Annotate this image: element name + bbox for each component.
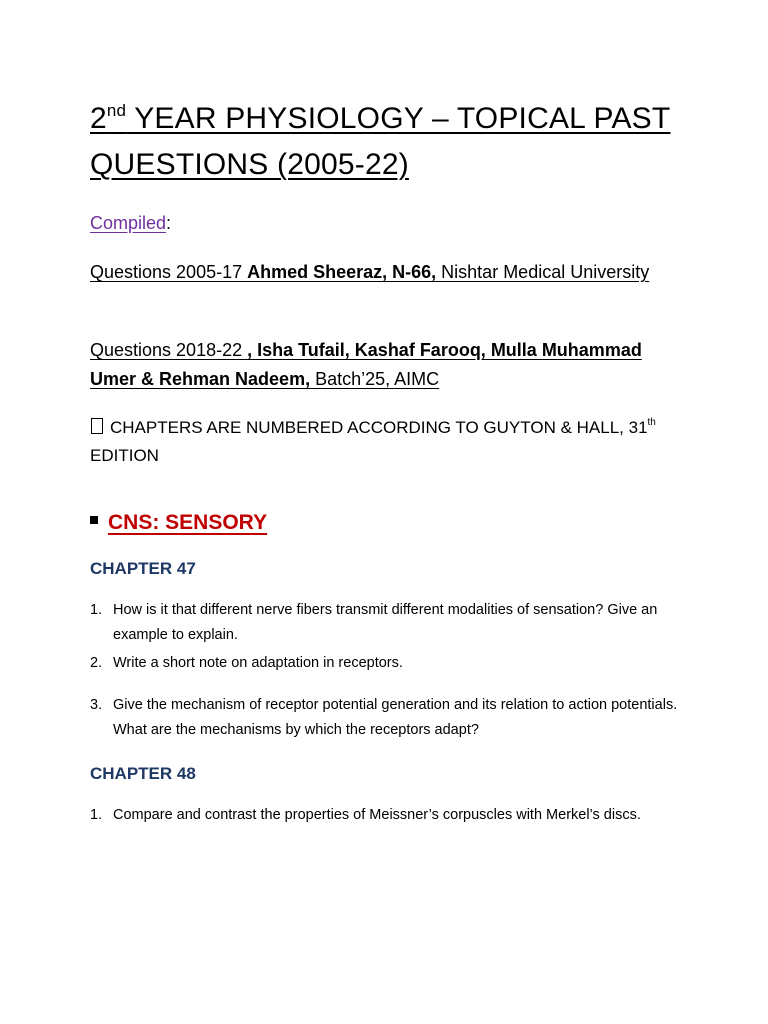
list-item-number: 1.	[90, 602, 103, 618]
compiled-colon: :	[166, 213, 172, 233]
list-item	[90, 651, 690, 676]
chapter-heading: CHAPTER 48	[90, 764, 196, 783]
list-item-number: 2.	[90, 655, 103, 671]
credit-names: Ahmed Sheeraz, N-66,	[247, 262, 437, 282]
note-superscript: th	[647, 417, 656, 428]
note-text: CHAPTERS ARE NUMBERED ACCORDING TO GUYTON & HALL, 31	[110, 418, 648, 437]
list-item-number: 3.	[90, 697, 103, 713]
list-item	[90, 693, 690, 743]
credit-names: , Isha Tufail, Kashaf Farooq, Mulla Muhammad Umer & Rehman Nadeem,	[90, 340, 642, 389]
note-text-end: EDITION	[90, 446, 159, 465]
list-item-number: 1.	[90, 807, 103, 823]
square-bullet-icon	[90, 516, 98, 524]
credit-prefix: Questions 2018-22	[90, 340, 248, 360]
credit-line-2018-22	[90, 336, 690, 394]
missing-glyph-box-icon	[91, 418, 103, 434]
section-heading	[90, 508, 267, 538]
credit-suffix: Nishtar Medical University	[436, 262, 650, 282]
list-item	[90, 803, 690, 828]
chapter-heading: CHAPTER 47	[90, 559, 196, 578]
title-ordinal-number: 2	[90, 102, 107, 135]
list-item-text: Write a short note on adaptation in receptors.	[113, 655, 403, 671]
section-heading-label: CNS: SENSORY	[108, 511, 268, 534]
chapter-numbering-note	[90, 414, 690, 470]
page-title	[90, 96, 690, 188]
credit-prefix: Questions 2005-17	[90, 262, 248, 282]
compiled-label	[90, 211, 171, 235]
credit-suffix: Batch’25, AIMC	[310, 369, 440, 389]
compiled-word: Compiled	[90, 213, 167, 233]
title-text: YEAR PHYSIOLOGY – TOPICAL PAST QUESTIONS (2005-22)	[90, 102, 671, 181]
list-item-text: Give the mechanism of receptor potential generation and its relation to action potentials. What are the mechanisms by which the receptors adapt?	[113, 697, 678, 738]
list-item	[90, 598, 690, 648]
list-item-text: Compare and contrast the properties of Meissner’s corpuscles with Merkel’s discs.	[113, 807, 641, 823]
list-item-text: How is it that different nerve fibers transmit different modalities of sensation? Give an example to explain.	[113, 602, 658, 643]
title-ordinal-suffix: nd	[106, 101, 127, 120]
credit-line-2005-17	[90, 258, 690, 287]
